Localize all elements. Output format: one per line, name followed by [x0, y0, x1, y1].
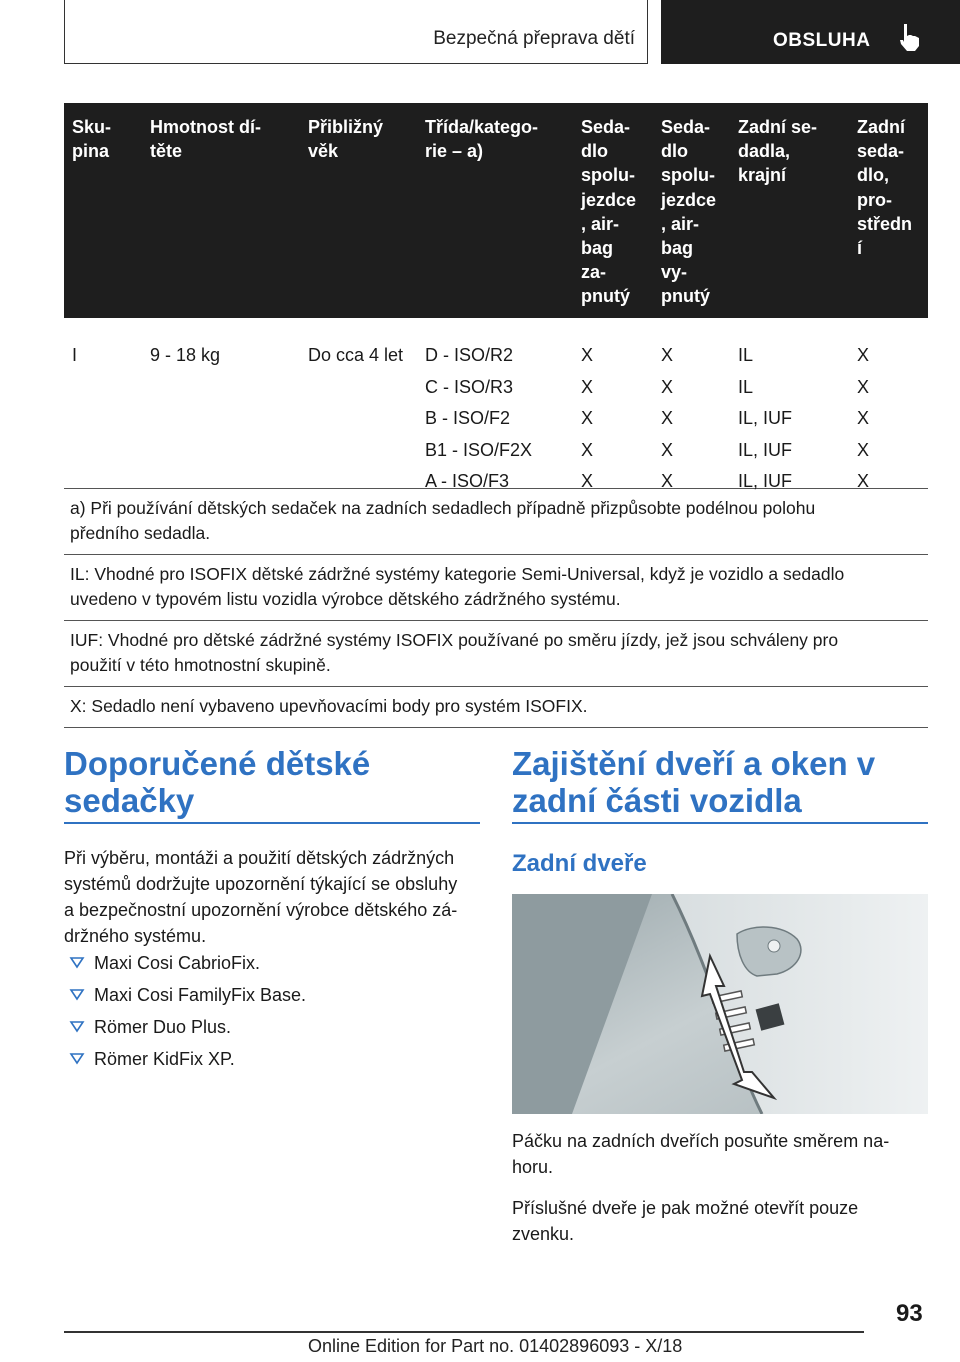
- table-header: [64, 103, 928, 318]
- header-section-box: [64, 0, 648, 64]
- cell-age: Do cca 4 let: [308, 345, 404, 365]
- list-item: Römer KidFix XP.: [64, 1046, 474, 1078]
- hand-pointer-icon: [897, 22, 923, 52]
- table-row: B - ISO/F2: [425, 408, 511, 428]
- cell-airbag-off: X X X X X: [661, 345, 674, 491]
- table-row: B1 - ISO/F2X: [425, 439, 533, 460]
- th-airbag-off: Seda- dlo spolu- jezdce , air- bag vy- pnutý: [661, 117, 717, 307]
- cell-classes: [425, 345, 532, 503]
- title-rule-left: [64, 822, 480, 824]
- table-row: C - ISO/R3: [425, 376, 514, 397]
- cell-group: I: [72, 345, 78, 365]
- th-rear-outer: Zadní se- dadla, krajní: [738, 117, 818, 186]
- header-chapter-title: OBSLUHA: [773, 30, 871, 51]
- th-airbag-on: Seda- dlo spolu- jezdce , air- bag za- pnutý: [581, 117, 637, 307]
- cell-rear-middle: X X X X X: [857, 345, 870, 491]
- door-illustration: [512, 894, 928, 1114]
- table-row: A - ISO/F3: [425, 471, 510, 491]
- table-note-x: X: Sedadlo není vybaveno upevňovacími body pro systém ISOFIX.: [64, 687, 928, 728]
- rear-door-subtitle: Zadní dveře: [512, 850, 647, 877]
- header-section-title: Bezpečná přeprava dětí: [433, 28, 635, 49]
- triangle-bullet-icon: [69, 1050, 85, 1066]
- th-rear-middle: Zadní seda- dlo, pro- středn í: [857, 117, 913, 258]
- table-row: D - ISO/R2: [425, 345, 514, 365]
- cell-weight: 9 - 18 kg: [150, 345, 221, 365]
- door-caption-1: Páčku na zadních dveřích posuňte směrem na- horu.: [512, 1131, 890, 1177]
- table-note-iuf: IUF: Vhodné pro dětské zádržné systémy ISOFIX používané po směru jízdy, jež jsou schváleny pro použití v této hmotnostní skupině.: [64, 621, 928, 687]
- header-chapter-box: [661, 0, 960, 64]
- list-item: Römer Duo Plus.: [64, 1014, 474, 1046]
- title-rule-right: [512, 822, 928, 824]
- page-number: 93: [896, 1300, 923, 1327]
- cell-airbag-on: X X X X X: [581, 345, 594, 491]
- table-note-il: IL: Vhodné pro ISOFIX dětské zádržné systémy kategorie Semi-Universal, když je vozidlo a sedadlo uvedeno v typovém listu vozidla výrobce dětského zádržného systému.: [64, 555, 928, 621]
- table-note-a: a) Při používání dětských sedaček na zadních sedadlech případně přizpůsobte podélnou polohu předního sedadla.: [64, 489, 928, 555]
- th-class: Třída/katego- rie – a): [425, 117, 539, 162]
- list-item: Maxi Cosi CabrioFix.: [64, 950, 474, 982]
- triangle-bullet-icon: [69, 986, 85, 1002]
- footer-edition: Online Edition for Part no. 01402896093 - X/18: [308, 1336, 683, 1356]
- rear-door-child-lock-image: [512, 894, 928, 1114]
- recommended-seats-title: Doporučené dětské sedačky: [64, 745, 371, 819]
- th-group: Sku- pina: [72, 117, 112, 162]
- footer-rule: [64, 1331, 864, 1333]
- th-age: Přibližný věk: [308, 117, 384, 162]
- recommended-seats-list: [64, 950, 474, 1078]
- th-weight: Hmotnost dí- těte: [150, 117, 261, 162]
- table-body: [64, 318, 928, 489]
- door-lock-title: Zajištění dveří a oken v zadní části vozidla: [512, 745, 876, 819]
- list-item: Maxi Cosi FamilyFix Base.: [64, 982, 474, 1014]
- recommended-seats-paragraph: Při výběru, montáži a použití dětských zádržných systémů dodržujte upozornění týkající se obsluhy a bezpečnostní upozornění výrobce dětského zá- držného systému.: [64, 848, 458, 946]
- triangle-bullet-icon: [69, 954, 85, 970]
- isofix-table: [64, 103, 928, 728]
- door-caption-2: Příslušné dveře je pak možné otevřít pouze zvenku.: [512, 1198, 859, 1244]
- cell-rear-outer: IL IL IL, IUF IL, IUF IL, IUF: [738, 345, 793, 491]
- triangle-bullet-icon: [69, 1018, 85, 1034]
